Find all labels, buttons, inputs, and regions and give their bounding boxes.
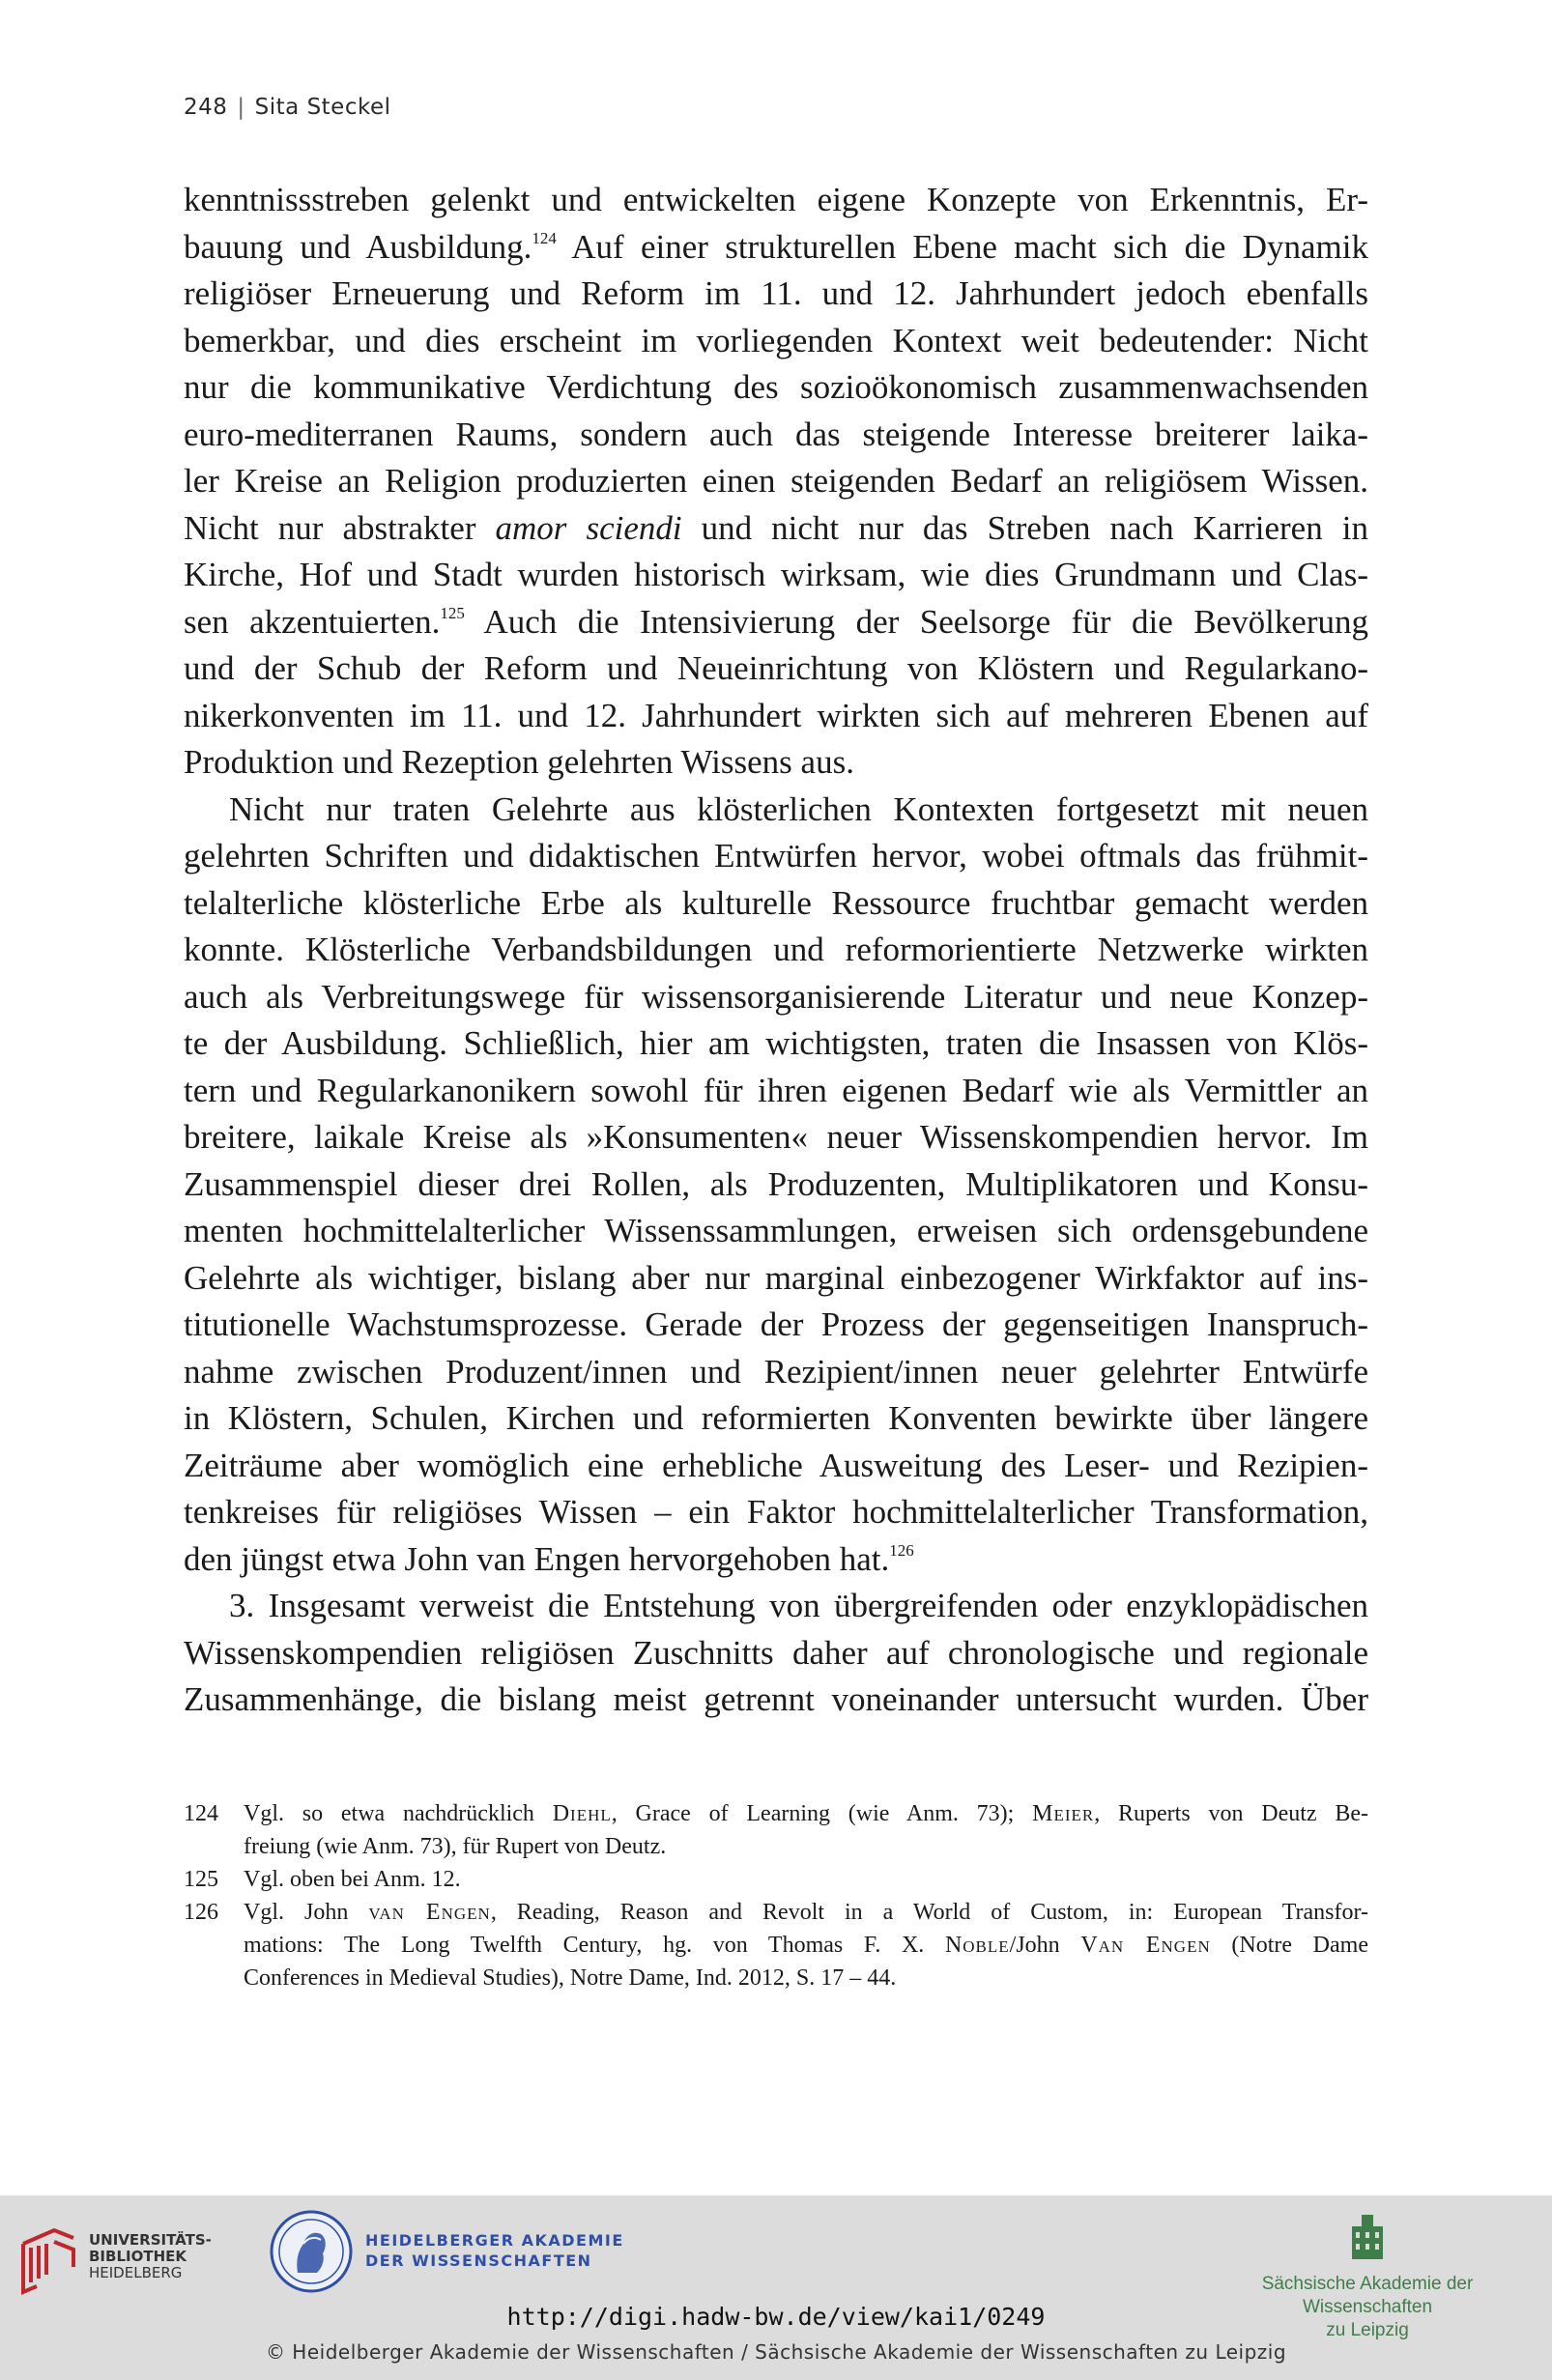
footnote-line: Vgl. so etwa nachdrücklich Diehl, Grace of Learning (wie Anm. 73); Meier, Ruperts von Deutz Be- xyxy=(244,1801,1368,1826)
text-line: Nicht nur traten Gelehrte aus klösterlichen Kontexten fortgesetzt mit neuen xyxy=(229,789,1368,828)
hadw-label: HEIDELBERGER AKADEMIE DER WISSENSCHAFTEN xyxy=(365,2231,624,2270)
text-line: 3. Insgesamt verweist die Entstehung von übergreifenden oder enzyklopädischen xyxy=(229,1587,1368,1624)
text-line: Produktion und Rezeption gelehrten Wissens aus. xyxy=(184,743,854,781)
text-line: in Klöstern, Schulen, Kirchen und reformierten Konventen bewirkte über längere xyxy=(184,1399,1368,1437)
text-line: gelehrten Schriften und didaktischen Entwürfen hervor, wobei oftmals das frühmit- xyxy=(184,837,1368,875)
footnote-line: Conferences in Medieval Studies), Notre Dame, Ind. 2012, S. 17 – 44. xyxy=(244,1965,897,1991)
header-author: Sita Steckel xyxy=(254,95,391,120)
text-line: nikerkonventen im 11. und 12. Jahrhundert wirkten sich auf mehreren Ebenen auf xyxy=(184,696,1368,734)
text-line: und der Schub der Reform und Neueinrichtung von Klöstern und Regularkano- xyxy=(184,649,1368,687)
text-line: Kirche, Hof und Stadt wurden historisch wirksam, wie dies Grundmann und Clas- xyxy=(184,556,1368,593)
text-line: euro-mediterranen Raums, sondern auch das steigende Interesse breiterer laika- xyxy=(184,415,1368,453)
footnotes xyxy=(184,1797,1368,1994)
text-line: bauung und Ausbildung.$^{124}$ Auf einer strukturellen Ebene macht sich die Dynamik xyxy=(184,227,1368,266)
text-line: titutionelle Wachstumsprozesse. Gerade der Prozess der gegenseitigen Inanspruch- xyxy=(184,1305,1368,1343)
text-line: auch als Verbreitungswege für wissensorganisierende Literatur und neue Konzep- xyxy=(184,977,1368,1016)
footnote-line: Vgl. John van Engen, Reading, Reason and Revolt in a World of Custom, in: European Transfor- xyxy=(244,1900,1369,1925)
footnote-ref-124[interactable]: 124 xyxy=(532,228,557,247)
header-separator: | xyxy=(237,95,245,120)
text-line: breitere, laikale Kreise als »Konsumenten« neuer Wissenskompendien hervor. Im xyxy=(184,1118,1368,1156)
saxon-academy-label: Sächsische Akademie der Wissenschaften zu Leipzig xyxy=(1261,2274,1474,2340)
text-line: Zusammenspiel dieser drei Rollen, als Produzenten, Multiplikatoren und Konsu- xyxy=(184,1164,1368,1203)
text-line: kenntnissstreben gelenkt und entwickelten eigene Konzepte von Erkenntnis, Er- xyxy=(184,181,1368,218)
footnote-ref-125[interactable]: 125 xyxy=(440,603,465,622)
footnote-124 xyxy=(184,1797,1368,1863)
text-line: tern und Regularkanonikern sowohl für ihren eigenen Bedarf wie als Vermittler an xyxy=(184,1071,1368,1109)
text-line: religiöser Erneuerung und Reform im 11. und 12. Jahrhundert jedoch ebenfalls xyxy=(184,274,1368,312)
text-line: Nicht nur abstrakter amor sciendi und nicht nur das Streben nach Karrieren in xyxy=(184,508,1368,547)
digitization-footer xyxy=(0,2195,1552,2380)
text-line: tenkreises für religiöses Wissen – ein Faktor hochmittelalterlicher Transformation, xyxy=(184,1493,1368,1531)
footnote-line: freiung (wie Anm. 73), für Rupert von Deutz. xyxy=(244,1834,667,1859)
text-line: Zeiträume aber womöglich eine erhebliche Ausweitung des Leser- und Rezipien- xyxy=(184,1446,1368,1484)
text-line: telalterliche klösterliche Erbe als kulturelle Ressource fruchtbar gemacht werden xyxy=(184,883,1368,922)
italic-term: amor sciendi xyxy=(495,508,682,547)
text-line: menten hochmittelalterlicher Wissenssammlungen, erweisen sich ordensgebundene xyxy=(184,1212,1368,1249)
footnote-number: 125 xyxy=(184,1867,218,1892)
hadw-seal-icon[interactable] xyxy=(269,2209,354,2294)
footnote-number: 126 xyxy=(184,1900,218,1925)
footnote-ref-126[interactable]: 126 xyxy=(889,1540,914,1560)
text-line: nur die kommunikative Verdichtung des sozioökonomisch zusammenwachsenden xyxy=(184,368,1368,406)
ub-heidelberg-label: UNIVERSITÄTS- BIBLIOTHEK HEIDELBERG xyxy=(89,2231,212,2281)
footnote-line: Vgl. oben bei Anm. 12. xyxy=(244,1867,461,1892)
running-header xyxy=(184,95,391,120)
text-line: nahme zwischen Produzent/innen und Rezipient/innen neuer gelehrter Entwürfe xyxy=(184,1352,1368,1391)
text-line: Gelehrte als wichtiger, bislang aber nur marginal einbezogener Wirkfaktor auf ins- xyxy=(184,1258,1368,1297)
text-line: Zusammenhänge, die bislang meist getrennt voneinander untersucht wurden. Über xyxy=(184,1680,1368,1718)
text-line: bemerkbar, und dies erscheint im vorliegenden Kontext weit bedeutender: Nicht xyxy=(184,321,1368,359)
footnote-126 xyxy=(184,1896,1368,1994)
source-url-link[interactable]: http://digi.hadw-bw.de/view/kai1/0249 xyxy=(506,2303,1046,2331)
footnote-125 xyxy=(184,1863,1368,1896)
page-number: 248 xyxy=(184,95,228,120)
text-line: te der Ausbildung. Schließlich, hier am wichtigsten, traten die Insassen von Klös- xyxy=(184,1024,1368,1062)
copyright-notice: © Heidelberger Akademie der Wissenschaften / Sächsische Akademie der Wissenschaften zu Leipzig xyxy=(265,2340,1287,2364)
text-line: Wissenskompendien religiösen Zuschnitts daher auf chronologische und regionale xyxy=(184,1633,1368,1672)
main-text xyxy=(184,177,1368,1724)
text-line: sen akzentuierten.$^{125}$ Auch die Intensivierung der Seelsorge für die Bevölkerung xyxy=(184,602,1368,641)
text-line: konnte. Klösterliche Verbandsbildungen und reformorientierte Netzwerke wirkten xyxy=(184,931,1368,968)
footnote-line: mations: The Long Twelfth Century, hg. von Thomas F. X. Noble/John Van Engen (Notre Dame xyxy=(244,1933,1368,1958)
text-line: den jüngst etwa John van Engen hervorgehoben hat.$^{126}$ xyxy=(184,1539,914,1578)
footnote-number: 124 xyxy=(184,1801,218,1826)
ub-heidelberg-logo-icon[interactable] xyxy=(17,2224,81,2298)
text-line: ler Kreise an Religion produzierten einen steigenden Bedarf an religiösem Wissen. xyxy=(184,462,1368,500)
saxon-academy-building-icon[interactable] xyxy=(1348,2213,1387,2261)
